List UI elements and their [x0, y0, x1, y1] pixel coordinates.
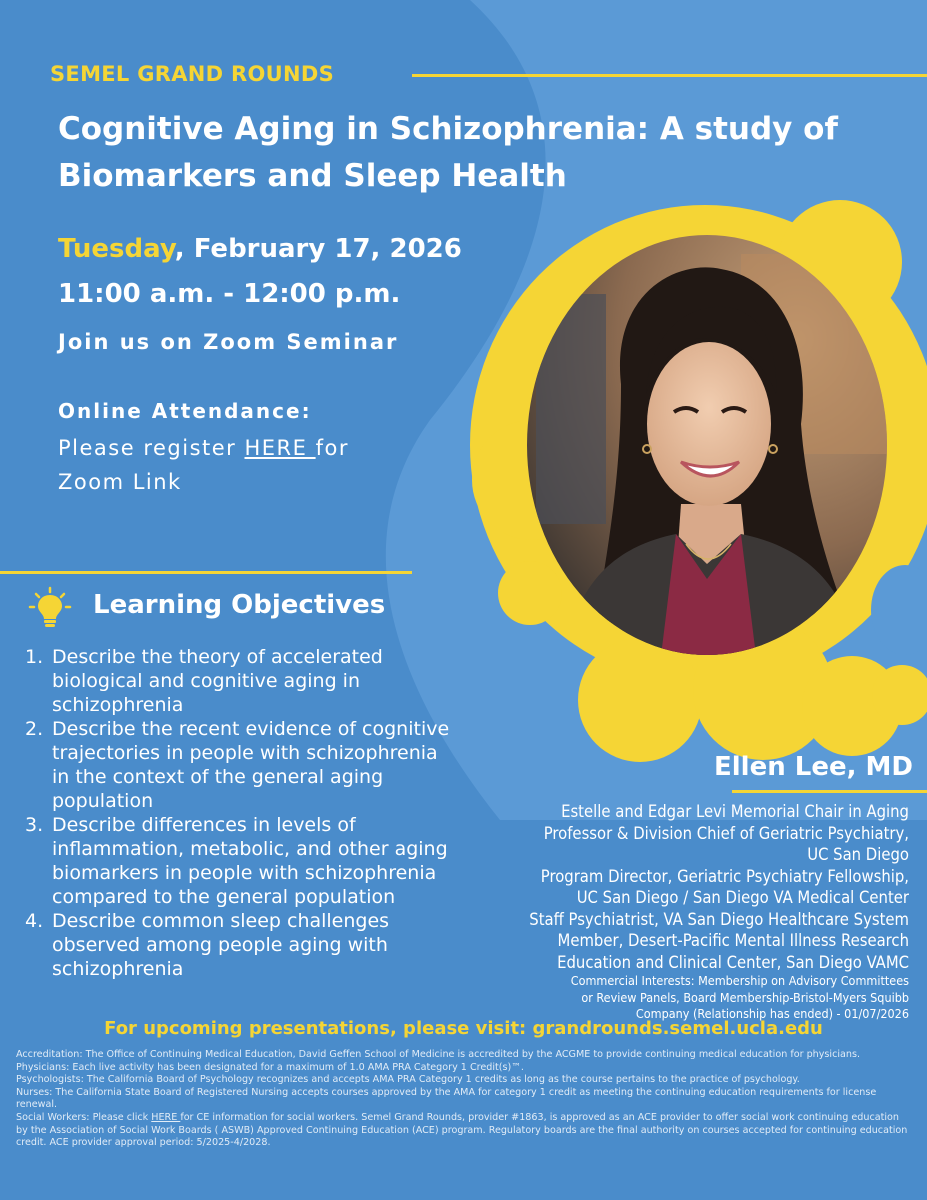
- objective-item: [25, 645, 450, 717]
- physicians-text: Physicians: Each live activity has been designated for a maximum of 1.0 AMA PRA Category 1 Credit(s)™.: [16, 1061, 524, 1073]
- objective-number: 2.: [25, 718, 44, 740]
- header-divider: [412, 74, 927, 77]
- online-text-pre: Please register: [58, 436, 245, 460]
- event-day: Tuesday: [58, 234, 175, 264]
- objective-item: [25, 717, 450, 813]
- speaker-divider: [732, 790, 927, 793]
- objective-text: Describe differences in levels of inflammation, metabolic, and other aging biomarkers in people with schizophrenia compared to the general population: [52, 814, 448, 908]
- upcoming-presentations-link[interactable]: For upcoming presentations, please visit: grandrounds.semel.ucla.edu: [104, 1018, 823, 1039]
- event-date: [58, 234, 462, 264]
- disclosure-line: or Review Panels, Board Membership-Bristol-Myers Squibb: [581, 989, 909, 1005]
- event-date-text: , February 17, 2026: [174, 234, 462, 264]
- credential-line: Member, Desert-Pacific Mental Illness Research: [557, 931, 909, 950]
- social-text-pre: Social Workers: Please click: [16, 1111, 152, 1123]
- event-title-line1: Cognitive Aging in Schizophrenia: A study of: [58, 111, 838, 147]
- zoom-notice: Join us on Zoom Seminar: [58, 330, 399, 354]
- accreditation-text: Accreditation: The Office of Continuing Medical Education, David Geffen School of Medicine is accredited by the ACGME to provide continuing medical education for physicians.: [16, 1049, 861, 1060]
- credential-line: UC San Diego: [807, 845, 909, 864]
- objective-number: 4.: [25, 910, 44, 932]
- nurses-text: Nurses: The California State Board of Registered Nursing accepts courses approved by the AMA for category 1 credit as meeting the continuing education requirements for license renewal.: [16, 1086, 877, 1111]
- series-title: SEMEL GRAND ROUNDS: [50, 62, 334, 86]
- credential-line: Education and Clinical Center, San Diego VAMC: [557, 952, 909, 972]
- lightbulb-icon: [28, 586, 72, 630]
- credential-line: Estelle and Edgar Levi Memorial Chair in Aging: [561, 802, 909, 821]
- speaker-photo: [526, 234, 888, 656]
- event-time: 11:00 a.m. - 12:00 p.m.: [58, 279, 401, 309]
- online-attendance-heading: Online Attendance:: [58, 399, 312, 423]
- objective-number: 1.: [25, 646, 44, 668]
- objective-text: Describe the recent evidence of cognitive trajectories in people with schizophrenia in the context of the general aging population: [52, 718, 450, 812]
- objective-item: [25, 813, 450, 909]
- speaker-credentials: [439, 801, 909, 1023]
- psychologists-text: Psychologists: The California Board of Psychology recognizes and accepts AMA PRA Category 1 credits as long as the course pertains to the practice of psychology.: [16, 1074, 800, 1086]
- credential-line: Staff Psychiatrist, VA San Diego Healthcare System: [529, 909, 909, 929]
- disclosure-line: Company (Relationship has ended) - 01/07/2026: [635, 1006, 909, 1021]
- disclosure-line: Commercial Interests: Membership on Advisory Committees: [570, 973, 909, 988]
- objective-text: Describe the theory of accelerated biological and cognitive aging in schizophrenia: [52, 646, 383, 716]
- social-workers-text: [16, 1112, 911, 1150]
- accreditation-fine-print: [16, 1049, 911, 1150]
- online-text-post: for Zoom Link: [58, 436, 349, 494]
- social-workers-link[interactable]: HERE: [151, 1111, 181, 1123]
- learning-objectives-heading: Learning Objectives: [93, 590, 386, 620]
- credential-line: Professor & Division Chief of Geriatric Psychiatry,: [543, 823, 909, 843]
- online-attendance-text: [58, 431, 418, 499]
- register-link[interactable]: HERE: [244, 436, 316, 460]
- objective-item: [25, 909, 450, 981]
- event-title: [58, 106, 858, 200]
- objectives-list: [25, 645, 450, 981]
- objective-number: 3.: [25, 814, 44, 836]
- event-title-line2: Biomarkers and Sleep Health: [58, 158, 567, 194]
- credential-line: Program Director, Geriatric Psychiatry Fellowship,: [540, 866, 909, 886]
- credential-line: UC San Diego / San Diego VA Medical Center: [576, 888, 909, 907]
- objective-text: Describe common sleep challenges observed among people aging with schizophrenia: [52, 910, 390, 980]
- speaker-name: Ellen Lee, MD: [714, 752, 913, 782]
- social-text-post: for CE information for social workers. Semel Grand Rounds, provider #1863, is approved as an ACE provider to offer social work continuing education by the Association of Social Work Boards ( ASWB) Approved Continuing Education (ACE) program. Regulatory boards are the final authority on courses accepted for continuing education credit. ACE provider approval period: 5/2025-4/2028.: [16, 1111, 908, 1149]
- section-divider: [0, 571, 412, 574]
